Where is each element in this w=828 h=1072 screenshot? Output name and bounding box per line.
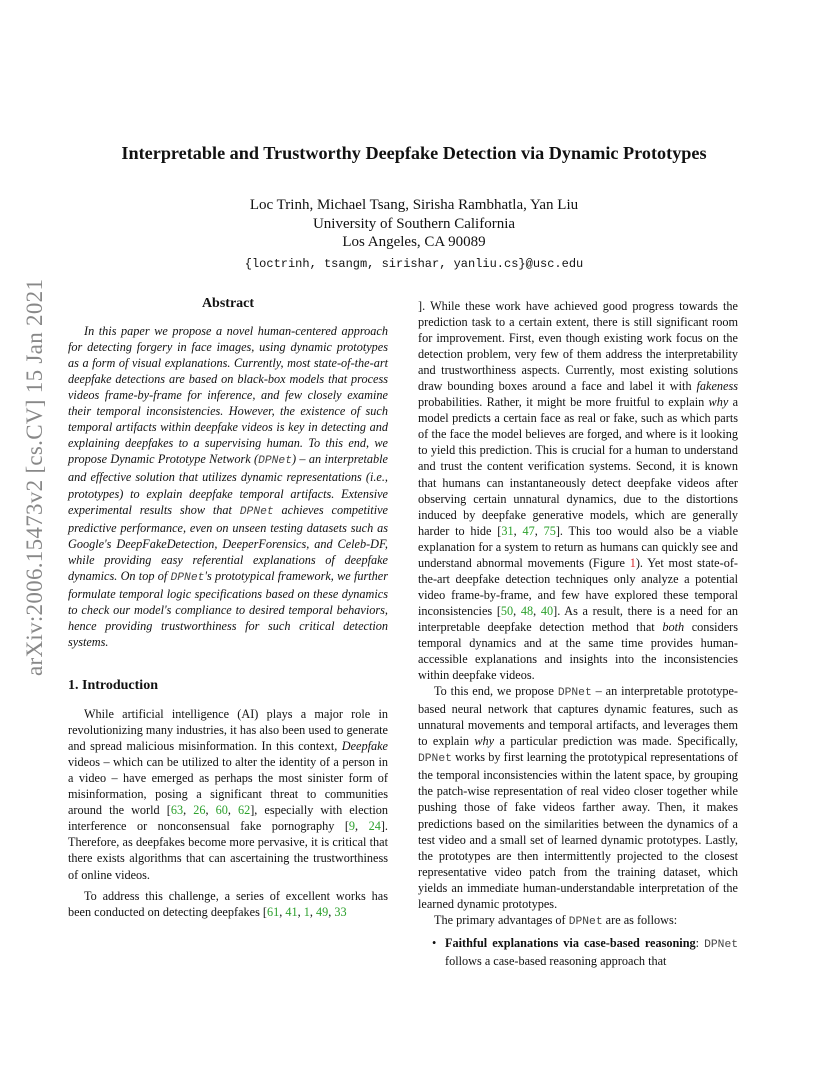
citation-link[interactable]: 49 <box>315 904 329 919</box>
abstract-heading: Abstract <box>201 296 255 311</box>
bullet-dot: • <box>432 935 437 950</box>
citation-link[interactable]: 63 <box>170 803 184 818</box>
paper-title: Interpretable and Trustworthy Deepfake Detection via Dynamic Prototypes <box>121 143 707 163</box>
dpnet-code: DPNet <box>704 938 739 951</box>
citation-link[interactable]: 9 <box>348 819 356 834</box>
intro-paragraph-2: To address this challenge, a series of excellent works has been conducted on detecting deepfakes [61, 41, 1, 49, 33 <box>68 888 388 919</box>
dpnet-code: DPNet <box>418 753 452 766</box>
citation-link[interactable]: 47 <box>522 523 535 538</box>
figure-ref-link[interactable]: 1 <box>629 555 636 570</box>
intro-paragraph-1: While artificial intelligence (AI) plays a major role in revolutionizing many industries, it has also been used to generate and spread malicious misinformation. In this context, Deepfake videos – which can be utilized to alter the identity of a person in a video – have emerged as perhaps the most sinister form of misinformation, posing a significant threat to communities around the world [63, 26, 60, 62], especially with election interference or nonconsensual fake pornography [9, 24]. Therefore, as deepfakes become more pervasive, it is critical that there exists algorithms that can ascertaining the trustworthiness of online videos. <box>68 707 389 882</box>
citation-link[interactable]: 33 <box>334 904 347 919</box>
abstract-text: In this paper we propose a novel human-centered approach for detecting forgery in face images, using dynamic prototypes as a form of visual explanations. Currently, most state-of-the-art deepfake detections are based on black-box models that process videos frame-by-frame for inference, and few closely examine their temporal inconsistencies. However, the existence of such temporal artifacts within deepfake videos is key in detecting and explaining deepfakes to a supervising human. To this end, we propose Dynamic Prototype Network (DPNet) – an interpretable and effective solution that utilizes dynamic representations (i.e., prototypes) to explain deepfake temporal artifacts. Extensive experimental results show that DPNet achieves competitive predictive performance, even on unseen testing datasets such as Google's DeepFakeDetection, DeeperForensics, and Celeb-DF, while providing easy referential explanations of deepfake dynamics. On top of DPNet's prototypical framework, we further formulate temporal logic specifications based on these dynamics to check our model's compliance to desired temporal behaviors, hence providing trustworthiness for such critical detection systems. <box>68 324 389 649</box>
left-column <box>68 296 388 920</box>
citation-link[interactable]: 60 <box>215 803 228 818</box>
citation-link[interactable]: 50 <box>500 603 514 618</box>
citation-link[interactable]: 62 <box>237 803 251 818</box>
author-block <box>100 196 728 273</box>
citation-link[interactable]: 41 <box>285 904 298 919</box>
dpnet-code: DPNet <box>568 915 603 928</box>
author-email: {loctrinh, tsangm, sirishar, yanliu.cs}@usc.edu <box>244 256 584 271</box>
citation-link[interactable]: 40 <box>540 603 554 618</box>
advantage-bullet-1: • Faithful explanations via case-based reasoning: DPNet follows a case-based reasoning approach that <box>432 935 739 968</box>
dpnet-code: DPNet <box>239 505 274 518</box>
right-column <box>418 298 738 969</box>
intro-paragraph-3: To this end, we propose DPNet – an interpretable prototype-based neural network that captures dynamic features, such as unnatural movements and temporal artifacts, and leverages them to explain why a particular prediction was made. Specifically, DPNet works by first learning the prototypical representations of the temporal inconsistencies within the latent space, by grouping the patch-wise representation of real video closer together while pushing those of fake videos farther away. Then, it makes predictions based on the similarities between the dynamics of a test video and a small set of learned dynamic prototypes. Lastly, the prototypes are then intermittently projected to the closest representative video patch from the training dataset, which yields an immediate human-understandable interpretation of the learned dynamic prototypes. <box>418 684 738 911</box>
citation-link[interactable]: 61 <box>266 904 280 919</box>
author-names: Loc Trinh, Michael Tsang, Sirisha Rambhatla, Yan Liu <box>249 197 579 213</box>
section-heading-introduction: 1. Introduction <box>68 677 158 693</box>
intro-paragraph-2-continued: ]. While these work have achieved good progress towards the prediction task to a certain extent, there is still significant room for improvement. First, even though existing work focus on the detection problem, very few of them address the interpretability and trustworthiness aspects. Currently, most existing solutions draw bounding boxes around a face and label it with fakeness probabilities. Rather, it might be more fruitful to explain why a model predicts a certain face as real or fake, such as which parts of the face the model believes are forged, and where is it looking to yield this prediction. This is crucial for a human to understand and trust the content verification systems. Second, it is known that humans can instantaneously detect deepfake videos after observing certain unnatural dynamics, due to the distortions induced by deepfake generative models, which are generally harder to hide [31, 47, 75]. This too would also be a viable explanation for a system to return as humans can quickly see and understand abnormal movements (Figure 1). Yet most state-of-the-art deepfake detection techniques only analyze a potential video frame-by-frame, and few have explored these temporal inconsistencies [50, 48, 40]. As a result, there is a need for an interpretable deepfake detection method that both considers temporal dynamics and at the same time provides human-accessible explanations and insights into the inconsistencies within deepfake videos. <box>418 299 739 683</box>
citation-link[interactable]: 26 <box>193 803 206 818</box>
dpnet-code: DPNet <box>258 455 292 468</box>
author-affiliation: University of Southern California <box>312 215 516 232</box>
author-location: Los Angeles, CA 90089 <box>342 234 486 250</box>
citation-link[interactable]: 48 <box>520 603 534 618</box>
citation-link[interactable]: 31 <box>501 523 514 538</box>
arxiv-side-stamp: arXiv:2006.15473v2 [cs.CV] 15 Jan 2021 <box>22 278 47 676</box>
citation-link[interactable]: 1 <box>303 904 310 919</box>
citation-link[interactable]: 75 <box>543 523 556 538</box>
intro-paragraph-4: The primary advantages of DPNet are as follows: <box>434 912 678 928</box>
dpnet-code: DPNet <box>170 571 205 584</box>
citation-link[interactable]: 24 <box>368 819 381 834</box>
dpnet-code: DPNet <box>557 687 592 700</box>
